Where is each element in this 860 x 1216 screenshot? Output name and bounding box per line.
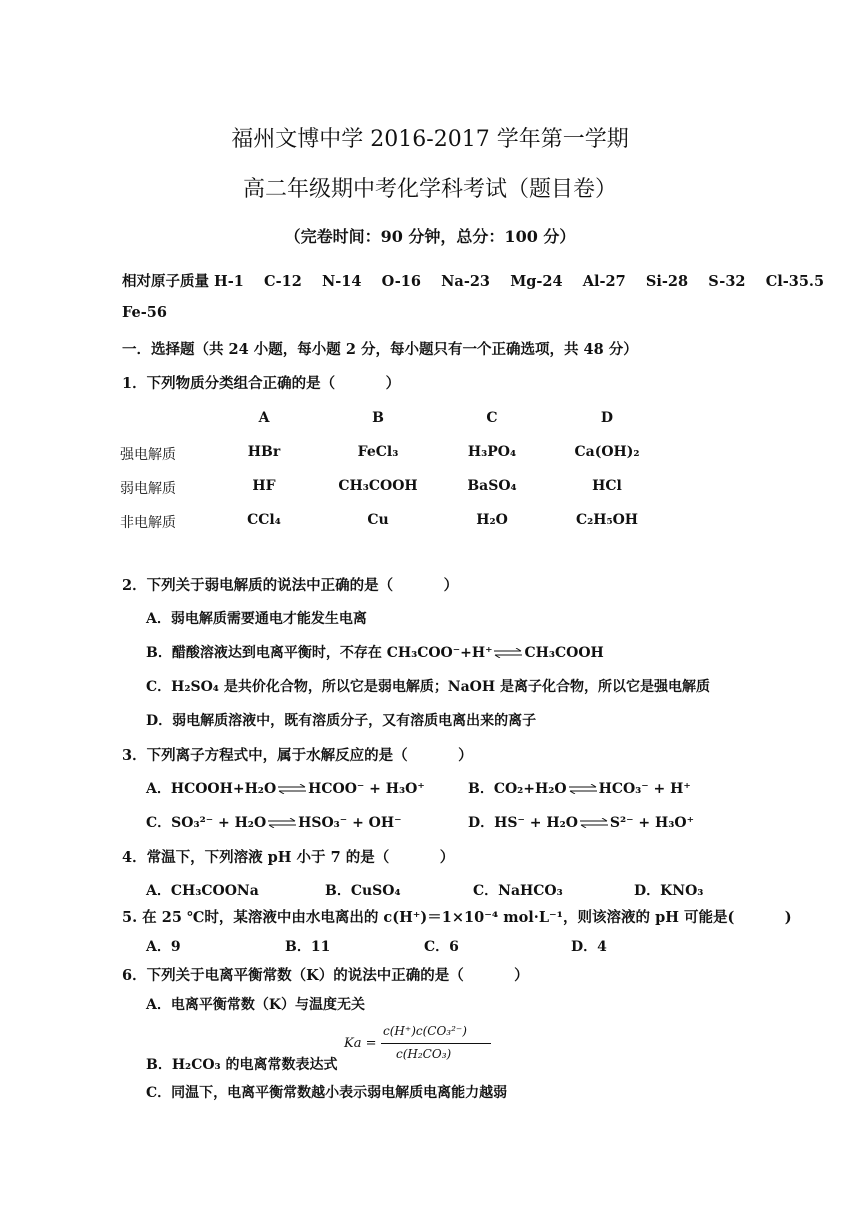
option-text: A．HCOOH+H₂O: [146, 781, 277, 797]
formula-denominator: c(H₂CO₃): [396, 1047, 452, 1061]
option-text: B．CO₂+H₂O: [468, 781, 567, 797]
option-text: C．SO₃²⁻ + H₂O: [146, 815, 267, 831]
section-heading: 一．选择题（共 24 小题，每小题 2 分，每小题只有一个正确选项，共 48 分）: [122, 341, 638, 358]
question-2-option-d: D．弱电解质溶液中，既有溶质分子，又有溶质电离出来的离子: [146, 713, 537, 729]
table-row-label: 非电解质: [120, 515, 176, 531]
equilibrium-arrow-icon: [493, 648, 523, 658]
option-text: CH₃COOH: [524, 645, 604, 661]
fraction-bar: [381, 1043, 491, 1044]
question-3-option-c: [146, 812, 402, 832]
equilibrium-arrow-icon: [579, 818, 609, 828]
question-3-option-a: [146, 778, 425, 798]
exam-subtitle: （完卷时间：90 分钟，总分：100 分）: [284, 227, 576, 246]
question-6-option-b: B．H₂CO₃ 的电离常数表达式: [146, 1057, 338, 1073]
option-text: HSO₃⁻ + OH⁻: [298, 815, 402, 831]
equilibrium-arrow-icon: [277, 784, 307, 794]
question-5-option-c: C．6: [424, 939, 459, 955]
table-cell: CH₃COOH: [338, 478, 418, 494]
question-5-stem: 5. 在 25 ℃时，某溶液中由水电离出的 c(H⁺)＝1×10⁻⁴ mol·L⁻¹，则该溶液的 pH 可能是( ): [122, 909, 792, 926]
question-2-option-a: A．弱电解质需要通电才能发生电离: [146, 611, 367, 627]
question-4-option-d: D．KNO₃: [634, 883, 704, 899]
formula-lhs: Ka =: [344, 1036, 377, 1051]
question-1-stem: 1．下列物质分类组合正确的是（ ）: [122, 375, 401, 392]
exam-title-line1: 福州文博中学 2016-2017 学年第一学期: [231, 127, 629, 152]
question-2-stem: 2．下列关于弱电解质的说法中正确的是（ ）: [122, 577, 459, 594]
table-cell: HF: [252, 478, 276, 494]
table-cell: CCl₄: [247, 512, 281, 528]
question-5-option-b: B．11: [285, 939, 331, 955]
equilibrium-arrow-icon: [267, 818, 297, 828]
table-row-label: 弱电解质: [120, 481, 176, 497]
question-2-option-b: [146, 642, 604, 662]
question-4-option-b: B．CuSO₄: [325, 883, 401, 899]
exam-title-line2: 高二年级期中考化学科考试（题目卷）: [242, 177, 617, 202]
question-4-option-c: C．NaHCO₃: [473, 883, 563, 899]
table-col-header: D: [600, 410, 614, 426]
table-cell: BaSO₄: [467, 478, 517, 494]
table-cell: HCl: [592, 478, 622, 494]
equilibrium-arrow-icon: [568, 784, 598, 794]
question-6-stem: 6．下列关于电离平衡常数（K）的说法中正确的是（ ）: [122, 967, 529, 984]
question-2-option-c: C．H₂SO₄ 是共价化合物，所以它是弱电解质；NaOH 是离子化合物，所以它是强电解质: [146, 679, 710, 695]
atomic-masses-line1: 相对原子质量 H-1 C-12 N-14 O-16 Na-23 Mg-24 Al-27 Si-28 S-32 Cl-35.5: [122, 273, 825, 290]
question-3-stem: 3．下列离子方程式中，属于水解反应的是（ ）: [122, 747, 473, 764]
option-text: B．醋酸溶液达到电离平衡时，不存在 CH₃COO⁻+H⁺: [146, 645, 493, 661]
option-text: HCOO⁻ + H₃O⁺: [308, 781, 425, 797]
table-cell: FeCl₃: [357, 444, 399, 460]
table-cell: Ca(OH)₂: [574, 444, 640, 460]
question-4-option-a: A．CH₃COONa: [146, 883, 259, 899]
table-col-header: B: [372, 410, 384, 426]
table-cell: C₂H₅OH: [575, 512, 639, 528]
table-cell: H₂O: [476, 512, 508, 528]
question-3-option-d: [468, 812, 694, 832]
table-row-label: 强电解质: [120, 447, 176, 463]
question-6-option-a: A．电离平衡常数（K）与温度无关: [146, 997, 366, 1013]
question-5-option-d: D．4: [571, 939, 607, 955]
table-col-header: C: [486, 410, 498, 426]
table-cell: H₃PO₄: [467, 444, 517, 460]
table-cell: Cu: [367, 512, 389, 528]
question-6-option-c: C．同温下，电离平衡常数越小表示弱电解质电离能力越弱: [146, 1085, 508, 1101]
question-3-option-b: [468, 778, 691, 798]
formula-numerator: c(H⁺)c(CO₃²⁻): [383, 1024, 467, 1038]
question-4-stem: 4．常温下，下列溶液 pH 小于 7 的是（ ）: [122, 849, 455, 866]
option-text: HCO₃⁻ + H⁺: [598, 781, 691, 797]
option-text: S²⁻ + H₃O⁺: [609, 815, 694, 831]
question-5-option-a: A．9: [146, 939, 181, 955]
atomic-masses-line2: Fe-56: [122, 304, 167, 321]
table-cell: HBr: [247, 444, 281, 460]
table-col-header: A: [258, 410, 270, 426]
option-text: D．HS⁻ + H₂O: [468, 815, 578, 831]
